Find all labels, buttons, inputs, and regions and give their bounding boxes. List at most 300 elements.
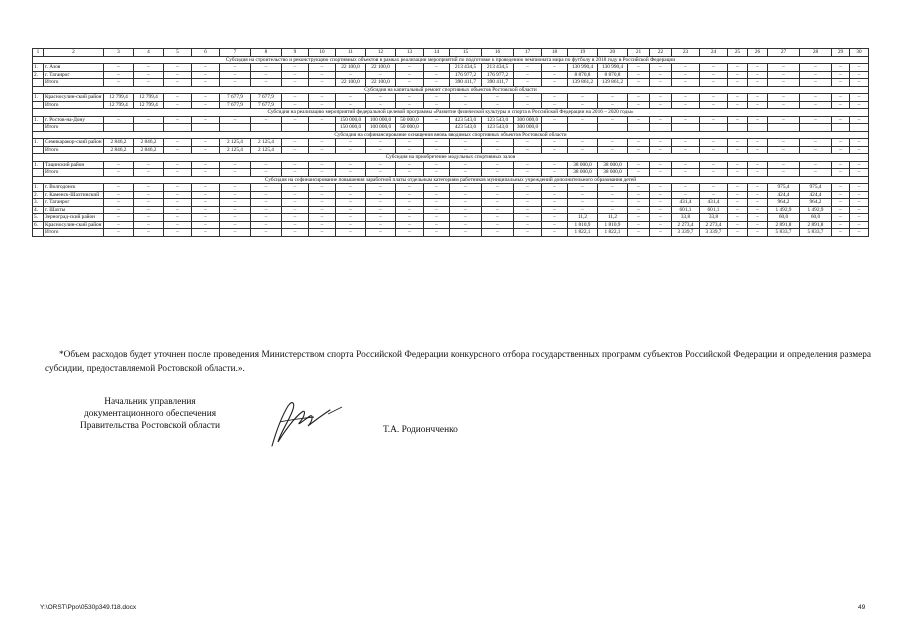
table-cell xyxy=(134,124,164,132)
table-cell: – xyxy=(700,116,728,124)
table-cell: – xyxy=(192,101,220,109)
table-cell: – xyxy=(748,214,768,222)
table-cell: – xyxy=(850,221,869,229)
table-cell xyxy=(800,124,832,132)
table-cell: – xyxy=(768,139,800,147)
table-cell: – xyxy=(282,101,309,109)
table-cell: – xyxy=(104,64,134,72)
table-cell: 213 434,5 xyxy=(482,64,514,72)
table-cell: – xyxy=(748,229,768,237)
table-cell: – xyxy=(309,71,336,79)
table-cell: – xyxy=(768,146,800,154)
table-cell: – xyxy=(164,184,192,192)
table-cell: – xyxy=(104,169,134,177)
table-cell: – xyxy=(800,94,832,102)
table-cell: – xyxy=(336,199,366,207)
table-cell: 3 339,7 xyxy=(672,229,700,237)
table-cell: – xyxy=(192,184,220,192)
table-cell: 7 677,9 xyxy=(220,101,251,109)
table-cell: – xyxy=(832,214,850,222)
table-cell: – xyxy=(650,64,672,72)
table-cell: – xyxy=(450,214,482,222)
table-cell xyxy=(768,124,800,132)
table-cell: – xyxy=(700,191,728,199)
table-cell: – xyxy=(700,101,728,109)
table-cell: – xyxy=(309,161,336,169)
table-cell: – xyxy=(450,191,482,199)
table-cell: 1. xyxy=(33,139,44,147)
table-cell: – xyxy=(366,206,396,214)
table-cell: 11,2 xyxy=(598,214,628,222)
table-cell: – xyxy=(424,199,450,207)
table-cell: – xyxy=(748,221,768,229)
table-cell: – xyxy=(700,79,728,87)
table-cell: – xyxy=(542,221,568,229)
table-cell: 50 000,0 xyxy=(396,116,424,124)
table-cell: – xyxy=(514,184,542,192)
table-cell: – xyxy=(832,71,850,79)
column-header: 23 xyxy=(672,49,700,57)
table-cell: – xyxy=(850,94,869,102)
table-cell: – xyxy=(700,146,728,154)
table-cell: – xyxy=(650,161,672,169)
table-cell: – xyxy=(748,199,768,207)
table-cell: – xyxy=(251,191,282,199)
table-cell: – xyxy=(650,229,672,237)
table-cell: 431,4 xyxy=(700,199,728,207)
table-cell: – xyxy=(482,221,514,229)
table-cell: – xyxy=(628,139,650,147)
table-cell: – xyxy=(424,94,450,102)
table-cell: – xyxy=(800,116,832,124)
table-cell xyxy=(542,124,568,132)
table-cell: – xyxy=(650,206,672,214)
table-cell: Красносулин-ский район xyxy=(45,221,102,228)
table-cell: – xyxy=(366,94,396,102)
table-cell: – xyxy=(728,64,748,72)
table-cell: 4. xyxy=(33,206,44,214)
table-cell: – xyxy=(628,146,650,154)
table-cell: – xyxy=(700,184,728,192)
table-cell: – xyxy=(192,221,220,229)
table-cell: Итого xyxy=(44,146,104,154)
table-cell: – xyxy=(164,116,192,124)
column-header: 3 xyxy=(104,49,134,57)
table-cell: – xyxy=(672,139,700,147)
table-cell xyxy=(568,124,598,132)
table-cell: 130 990,4 xyxy=(598,64,628,72)
handwritten-signature xyxy=(258,392,348,454)
table-cell: – xyxy=(650,94,672,102)
table-cell: 139 861,2 xyxy=(568,79,598,87)
table-cell: – xyxy=(282,229,309,237)
table-row xyxy=(33,139,869,147)
signatory-title-line: Начальник управления xyxy=(104,397,196,407)
table-cell: – xyxy=(672,64,700,72)
table-cell: – xyxy=(450,229,482,237)
header-row xyxy=(33,49,869,57)
table-cell: – xyxy=(104,184,134,192)
table-cell: 12 799,4 xyxy=(134,101,164,109)
table-cell: – xyxy=(568,139,598,147)
table-cell: – xyxy=(728,184,748,192)
section-header-row xyxy=(33,131,869,139)
table-cell: – xyxy=(598,101,628,109)
table-cell: 2. xyxy=(33,191,44,199)
table-cell: – xyxy=(482,184,514,192)
table-cell: 3. xyxy=(33,199,44,207)
table-cell: – xyxy=(514,94,542,102)
table-cell: 424,4 xyxy=(800,191,832,199)
table-cell: – xyxy=(164,169,192,177)
signatory-title-line: Правительства Ростовской области xyxy=(79,421,221,431)
table-cell: – xyxy=(192,64,220,72)
table-cell: – xyxy=(748,169,768,177)
table-cell: г. Каменск-Шахтинский xyxy=(44,191,104,199)
table-cell: – xyxy=(164,139,192,147)
table-cell: г. Таганрог xyxy=(44,71,104,79)
table-cell: Итого xyxy=(44,169,104,177)
table-cell: – xyxy=(850,71,869,79)
table-row xyxy=(33,124,869,132)
table-cell: Итого xyxy=(44,79,104,87)
table-cell: – xyxy=(672,191,700,199)
table-cell: – xyxy=(628,116,650,124)
table-cell: – xyxy=(728,94,748,102)
column-header: 19 xyxy=(568,49,598,57)
table-cell: 12 799,4 xyxy=(104,101,134,109)
table-cell: – xyxy=(366,71,396,79)
table-cell xyxy=(33,101,44,109)
table-cell: – xyxy=(134,184,164,192)
table-cell: – xyxy=(568,191,598,199)
table-cell: – xyxy=(482,101,514,109)
table-row xyxy=(33,199,869,207)
table-cell: – xyxy=(282,64,309,72)
table-cell: – xyxy=(396,146,424,154)
table-cell: – xyxy=(628,79,650,87)
table-cell: – xyxy=(309,79,336,87)
table-cell: – xyxy=(728,199,748,207)
table-cell: – xyxy=(650,139,672,147)
column-header: 29 xyxy=(832,49,850,57)
table-cell: – xyxy=(850,191,869,199)
table-cell: – xyxy=(832,94,850,102)
table-cell xyxy=(33,229,44,237)
table-cell: – xyxy=(336,161,366,169)
table-cell: – xyxy=(309,146,336,154)
table-cell: – xyxy=(768,101,800,109)
table-cell: – xyxy=(482,139,514,147)
table-cell: – xyxy=(832,101,850,109)
table-cell: – xyxy=(164,199,192,207)
page-number: 49 xyxy=(858,604,866,611)
table-cell: – xyxy=(366,101,396,109)
table-cell: – xyxy=(514,146,542,154)
table-cell: 50 000,0 xyxy=(396,124,424,132)
table-cell: – xyxy=(728,116,748,124)
table-cell: 964,2 xyxy=(800,199,832,207)
table-cell: – xyxy=(282,206,309,214)
table-cell: – xyxy=(672,71,700,79)
column-header: 6 xyxy=(192,49,220,57)
table-cell: – xyxy=(598,199,628,207)
table-cell: – xyxy=(800,146,832,154)
table-cell xyxy=(748,124,768,132)
table-cell: – xyxy=(134,206,164,214)
table-cell: 431,4 xyxy=(672,199,700,207)
table-cell: – xyxy=(396,71,424,79)
table-cell: 150 000,0 xyxy=(336,116,366,124)
section-title: Субсидия на софинансирование повышения заработной платы отдельным категориям работников муниципальных учреждений дополнительного образования детей xyxy=(33,176,869,184)
table-cell xyxy=(650,124,672,132)
table-cell: – xyxy=(850,206,869,214)
table-cell: 1 810,9 xyxy=(598,221,628,229)
table-cell: – xyxy=(336,71,366,79)
table-cell: – xyxy=(700,71,728,79)
table-cell: – xyxy=(164,101,192,109)
table-cell: – xyxy=(251,161,282,169)
table-row xyxy=(33,161,869,169)
signatory-title-line: документационного обеспечения xyxy=(83,409,217,419)
table-cell: – xyxy=(672,146,700,154)
table-cell: – xyxy=(450,139,482,147)
table-cell: 2 273,4 xyxy=(672,221,700,229)
table-cell: 2 846,2 xyxy=(134,139,164,147)
column-header: 14 xyxy=(424,49,450,57)
table-cell: – xyxy=(768,79,800,87)
table-cell: – xyxy=(800,139,832,147)
table-cell: – xyxy=(800,64,832,72)
table-cell: 33,8 xyxy=(700,214,728,222)
table-cell: – xyxy=(396,199,424,207)
footnote: *Объем расходов будет уточнен после проведения Министерством спорта Российской Федерации конкурсного отбора государственных программ субъектов Российской Федерации и определения размера субсидии, предоставляемой Ростовской области.». xyxy=(45,350,871,375)
table-cell: – xyxy=(396,64,424,72)
table-cell: – xyxy=(396,206,424,214)
table-cell: – xyxy=(542,94,568,102)
table-cell: – xyxy=(672,116,700,124)
table-cell: – xyxy=(366,214,396,222)
table-cell: – xyxy=(568,199,598,207)
table-cell: – xyxy=(164,64,192,72)
table-cell: – xyxy=(768,94,800,102)
table-cell: – xyxy=(309,184,336,192)
table-cell: – xyxy=(482,191,514,199)
column-header: 30 xyxy=(850,49,869,57)
table-cell: – xyxy=(542,169,568,177)
table-cell: 5. xyxy=(33,214,44,222)
table-cell: 2 273,4 xyxy=(700,221,728,229)
table-cell: 601,1 xyxy=(672,206,700,214)
column-header: 27 xyxy=(768,49,800,57)
table-cell: – xyxy=(650,79,672,87)
table-cell: – xyxy=(366,169,396,177)
table-cell: – xyxy=(220,221,251,229)
table-cell: – xyxy=(748,191,768,199)
table-cell: – xyxy=(832,79,850,87)
table-cell: 6. xyxy=(33,221,44,229)
table-cell: – xyxy=(251,116,282,124)
table-cell: – xyxy=(396,184,424,192)
table-cell: 12 799,4 xyxy=(134,94,164,102)
table-cell: – xyxy=(672,184,700,192)
table-cell: – xyxy=(424,101,450,109)
table-cell: Зерноград-ский район xyxy=(44,214,104,222)
table-cell: – xyxy=(450,101,482,109)
table-cell: 1. xyxy=(33,94,44,102)
table-row xyxy=(33,206,869,214)
table-cell: – xyxy=(282,146,309,154)
table-cell: 1 822,1 xyxy=(568,229,598,237)
table-cell: – xyxy=(309,199,336,207)
table-cell: – xyxy=(482,169,514,177)
table-cell: – xyxy=(192,199,220,207)
table-cell: – xyxy=(628,71,650,79)
table-cell: 1. xyxy=(33,184,44,192)
table-cell: 390 411,7 xyxy=(482,79,514,87)
table-cell: 1 822,1 xyxy=(598,229,628,237)
table-cell: – xyxy=(424,214,450,222)
table-cell: – xyxy=(424,169,450,177)
table-cell: – xyxy=(542,71,568,79)
signatory-title xyxy=(60,396,240,432)
subsidy-table xyxy=(32,48,869,237)
table-cell: – xyxy=(832,191,850,199)
table-cell: 975,4 xyxy=(768,184,800,192)
table-cell: 7 677,9 xyxy=(251,94,282,102)
table-cell: – xyxy=(396,221,424,229)
table-cell: – xyxy=(164,214,192,222)
table-cell: – xyxy=(309,94,336,102)
table-cell: – xyxy=(309,229,336,237)
table-cell: 60,0 xyxy=(800,214,832,222)
table-cell: – xyxy=(542,206,568,214)
table-cell: – xyxy=(104,79,134,87)
table-cell: – xyxy=(598,184,628,192)
table-cell: – xyxy=(514,71,542,79)
table-cell: – xyxy=(192,214,220,222)
section-title: Субсидия на приобретение модульных спортивных залов xyxy=(33,154,869,162)
table-cell: 176 977,2 xyxy=(450,71,482,79)
table-cell: – xyxy=(396,79,424,87)
table-cell: – xyxy=(282,191,309,199)
table-cell: – xyxy=(672,101,700,109)
table-cell: 38 000,0 xyxy=(598,161,628,169)
table-cell: – xyxy=(800,71,832,79)
table-cell: – xyxy=(628,169,650,177)
table-cell: – xyxy=(514,139,542,147)
table-cell: 38 000,0 xyxy=(568,169,598,177)
table-cell: – xyxy=(424,191,450,199)
table-cell: Семикаракор-ский район xyxy=(45,139,102,145)
table-cell: – xyxy=(672,94,700,102)
table-cell: – xyxy=(424,79,450,87)
table-cell: – xyxy=(164,229,192,237)
table-cell: 5 833,7 xyxy=(800,229,832,237)
table-cell: – xyxy=(450,146,482,154)
table-cell: – xyxy=(482,206,514,214)
table-cell: – xyxy=(850,101,869,109)
table-row xyxy=(33,214,869,222)
table-cell: – xyxy=(366,161,396,169)
table-cell: – xyxy=(514,191,542,199)
table-cell: г. Таганрог xyxy=(44,199,104,207)
table-cell: – xyxy=(450,221,482,229)
table-cell: – xyxy=(251,221,282,229)
table-cell: – xyxy=(104,199,134,207)
table-cell: – xyxy=(672,169,700,177)
table-cell: – xyxy=(396,169,424,177)
table-cell: – xyxy=(728,146,748,154)
table-cell: 11,2 xyxy=(568,214,598,222)
table-cell: – xyxy=(482,146,514,154)
table-cell: 1. xyxy=(33,64,44,72)
table-cell: – xyxy=(650,146,672,154)
table-cell: 1 492,9 xyxy=(800,206,832,214)
table-cell: 12 799,4 xyxy=(104,94,134,102)
table-cell: Красносулин-ский район xyxy=(45,94,102,100)
table-cell: – xyxy=(450,161,482,169)
table-cell: – xyxy=(424,229,450,237)
table-cell: – xyxy=(104,206,134,214)
table-cell: – xyxy=(700,94,728,102)
table-cell: – xyxy=(164,71,192,79)
table-cell: – xyxy=(672,161,700,169)
table-cell: – xyxy=(336,191,366,199)
table-cell: – xyxy=(424,161,450,169)
table-cell: – xyxy=(396,101,424,109)
table-cell: – xyxy=(748,101,768,109)
table-cell: Итого xyxy=(44,229,104,237)
section-title: Субсидия на софинансирование оснащения вновь вводимых спортивных объектов Ростовской области xyxy=(33,131,869,139)
table-cell: – xyxy=(542,199,568,207)
table-cell: – xyxy=(728,161,748,169)
table-cell: – xyxy=(309,139,336,147)
table-cell: – xyxy=(748,139,768,147)
table-cell: 2 125,4 xyxy=(220,139,251,147)
table-cell xyxy=(164,124,192,132)
table-cell: 390 411,7 xyxy=(450,79,482,87)
table-cell: – xyxy=(628,229,650,237)
table-cell: – xyxy=(366,146,396,154)
table-cell: – xyxy=(134,161,164,169)
table-cell: – xyxy=(768,169,800,177)
table-cell: 2 125,4 xyxy=(251,139,282,147)
table-cell: – xyxy=(450,169,482,177)
table-cell: – xyxy=(282,184,309,192)
table-cell: – xyxy=(542,79,568,87)
table-cell: – xyxy=(514,214,542,222)
table-cell: – xyxy=(832,139,850,147)
table-cell: – xyxy=(396,229,424,237)
table-cell: – xyxy=(424,71,450,79)
column-header: 16 xyxy=(482,49,514,57)
table-cell: 5 833,7 xyxy=(768,229,800,237)
table-cell: 7 677,9 xyxy=(220,94,251,102)
table-cell: – xyxy=(700,161,728,169)
table-cell: 150 000,0 xyxy=(336,124,366,132)
section-header-row xyxy=(33,154,869,162)
table-cell: – xyxy=(568,101,598,109)
table-cell: – xyxy=(424,184,450,192)
table-cell: – xyxy=(832,169,850,177)
table-row xyxy=(33,184,869,192)
table-cell: – xyxy=(482,94,514,102)
column-header: 10 xyxy=(309,49,336,57)
table-cell: 22 100,0 xyxy=(366,64,396,72)
table-cell xyxy=(424,124,450,132)
table-cell: – xyxy=(282,221,309,229)
